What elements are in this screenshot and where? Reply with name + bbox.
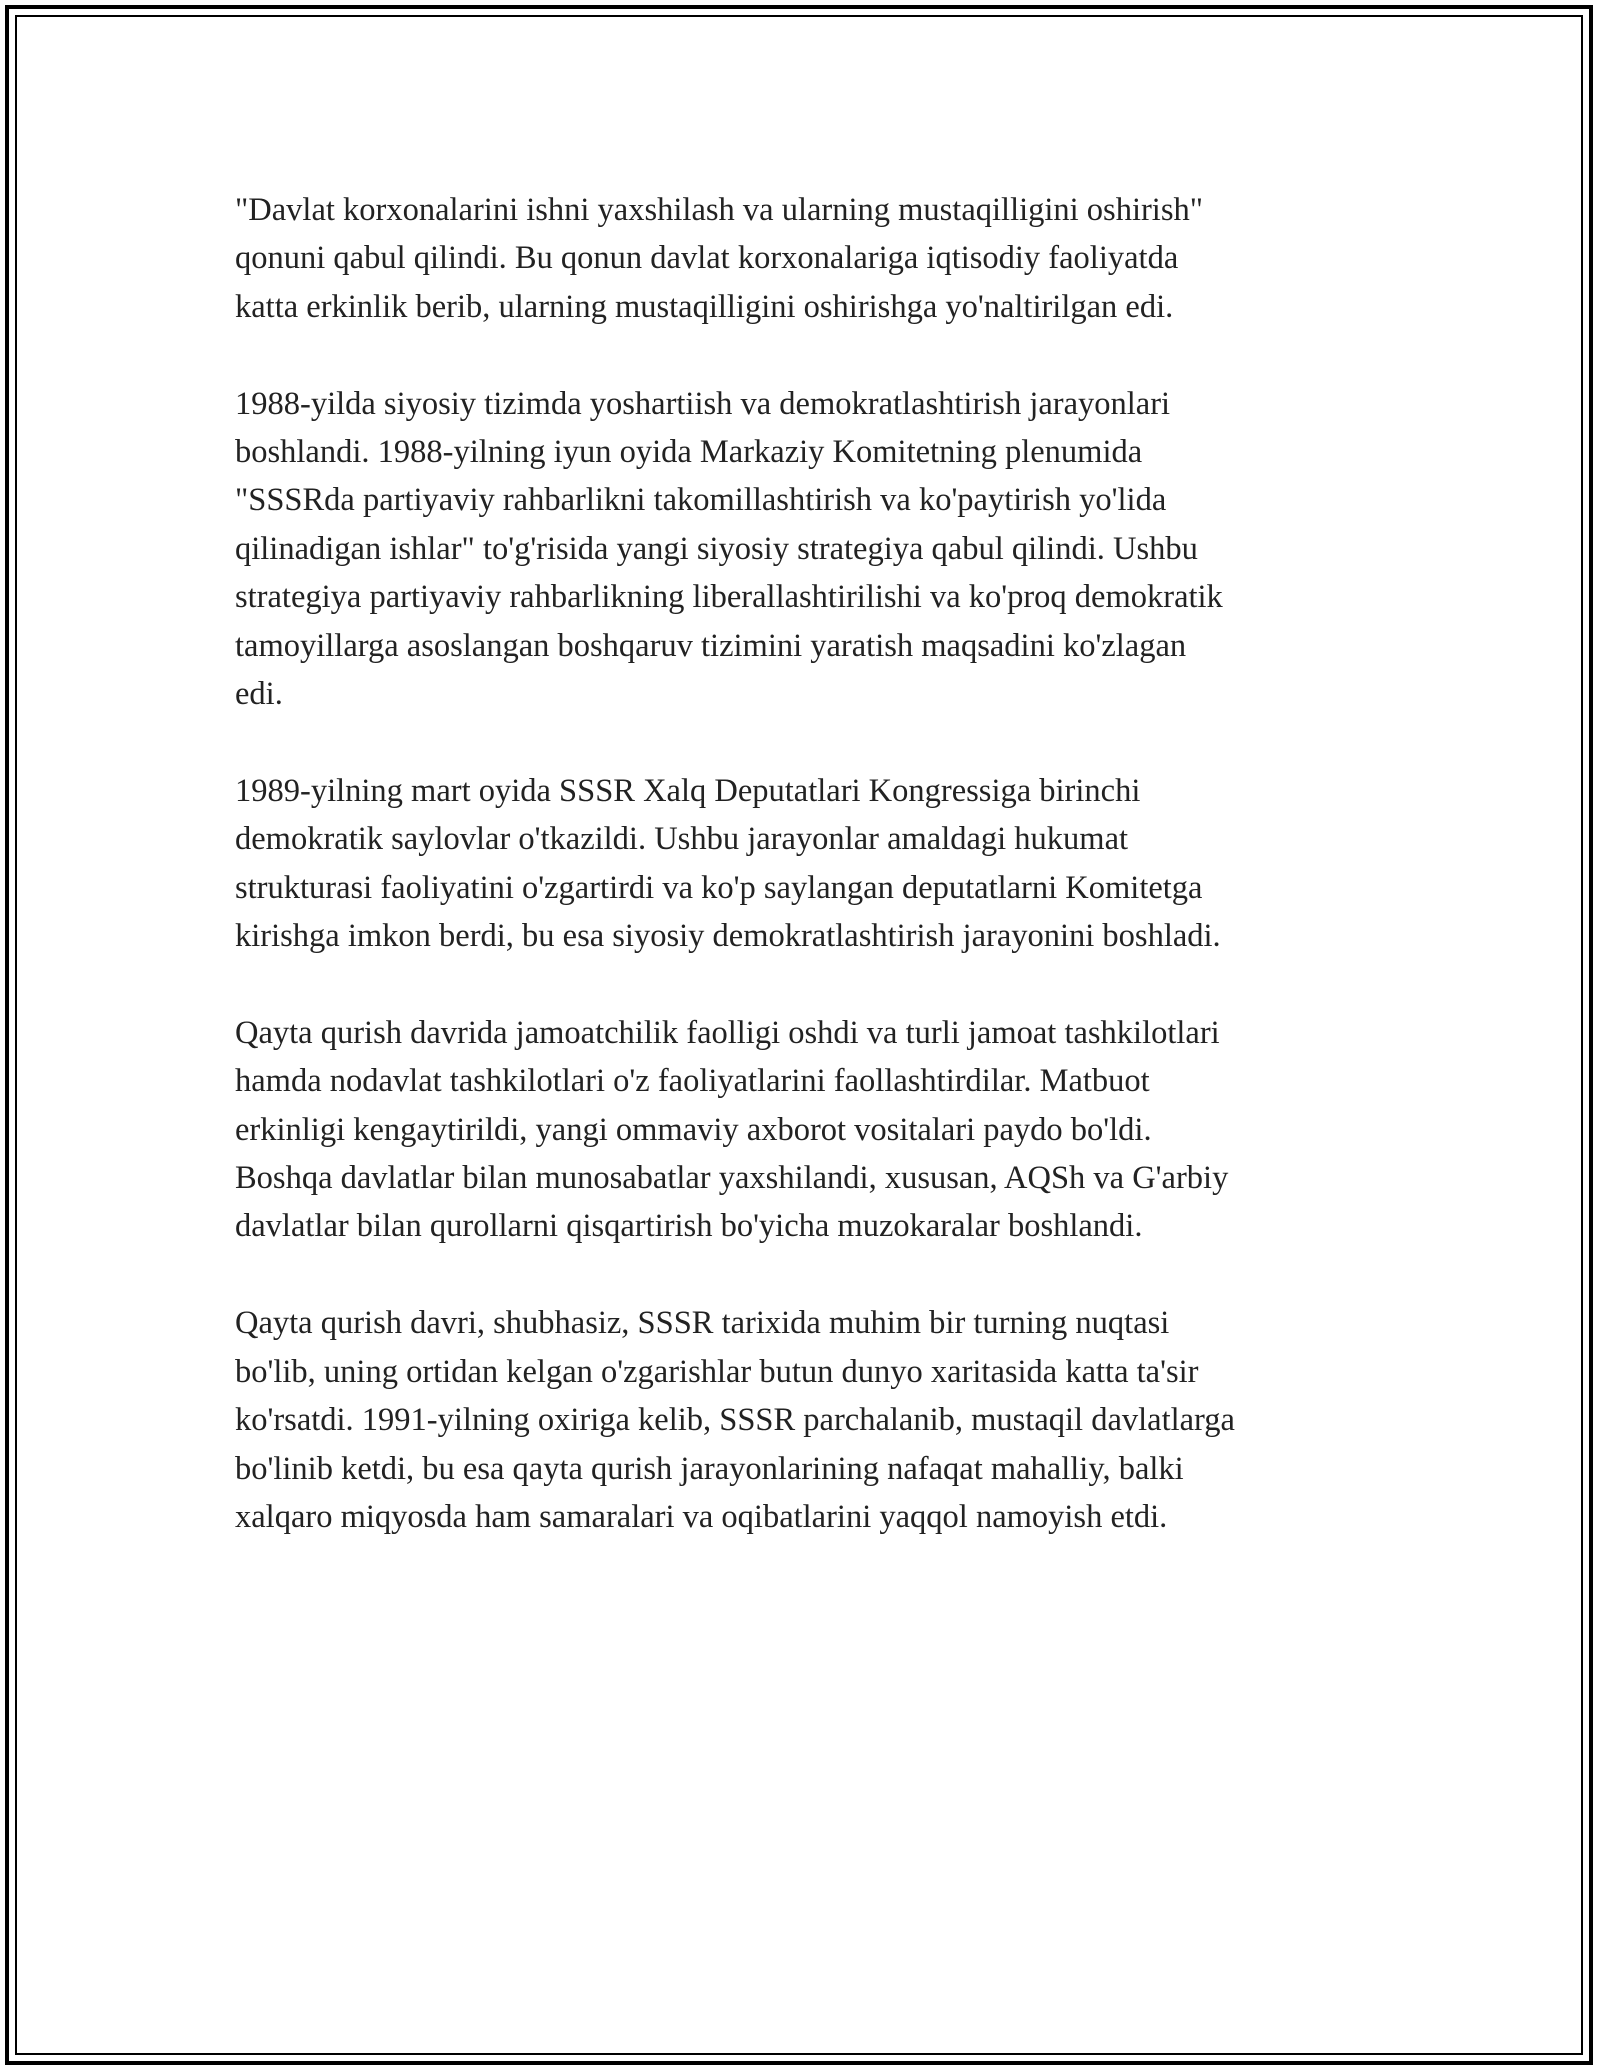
text-line: demokratik saylovlar o'tkazildi. Ushbu jarayonlar amaldagi hukumat <box>235 821 1129 858</box>
text-line: Qayta qurish davrida jamoatchilik faolligi oshdi va turli jamoat tashkilotlari <box>235 1014 1220 1051</box>
document-body <box>235 186 1375 1590</box>
text-line: bo'lib, uning ortidan kelgan o'zgarishlar butun dunyo xaritasida katta ta'sir <box>235 1353 1199 1390</box>
text-line: kirishga imkon berdi, bu esa siyosiy demokratlashtirish jarayonini boshladi. <box>235 918 1221 955</box>
text-line: bo'linib ketdi, bu esa qayta qurish jarayonlarining nafaqat mahalliy, balki <box>235 1450 1184 1487</box>
text-line: katta erkinlik berib, ularning mustaqilligini oshirishga yo'naltirilgan edi. <box>235 288 1174 325</box>
text-line: Qayta qurish davri, shubhasiz, SSSR tarixida muhim bir turning nuqtasi <box>235 1305 1170 1342</box>
text-line: 1988-yilda siyosiy tizimda yoshartiish va demokratlashtirish jarayonlari <box>235 385 1171 422</box>
text-line: 1989-yilning mart oyida SSSR Xalq Deputatlari Kongressiga birinchi <box>235 772 1141 809</box>
text-line: xalqaro miqyosda ham samaralari va oqibatlarini yaqqol namoyish etdi. <box>235 1498 1168 1535</box>
text-line: strukturasi faoliyatini o'zgartirdi va ko'p saylangan deputatlarni Komitetga <box>235 869 1203 906</box>
text-line: ko'rsatdi. 1991-yilning oxiriga kelib, SSSR parchalanib, mustaqil davlatlarga <box>235 1402 1235 1439</box>
text-line: Boshqa davlatlar bilan munosabatlar yaxshilandi, xususan, AQSh va G'arbiy <box>235 1160 1229 1197</box>
text-line: qilinadigan ishlar" to'g'risida yangi siyosiy strategiya qabul qilindi. Ushbu <box>235 530 1198 567</box>
text-line: hamda nodavlat tashkilotlari o'z faoliyatlarini faollashtirdilar. Matbuot <box>235 1063 1150 1100</box>
text-line: strategiya partiyaviy rahbarlikning liberallashtirilishi va ko'proq demokratik <box>235 579 1223 616</box>
text-line: "Davlat korxonalarini ishni yaxshilash va ularning mustaqilligini oshirish" <box>235 192 1204 228</box>
paragraph-5 <box>235 1299 1375 1541</box>
paragraph-4 <box>235 1009 1375 1251</box>
text-line: edi. <box>235 676 283 713</box>
text-line: erkinligi kengaytirildi, yangi ommaviy axborot vositalari paydo bo'ldi. <box>235 1111 1152 1148</box>
paragraph-3 <box>235 767 1375 961</box>
text-line: qonuni qabul qilindi. Bu qonun davlat korxonalariga iqtisodiy faoliyatda <box>235 240 1179 277</box>
text-line: "SSSRda partiyaviy rahbarlikni takomillashtirish va ko'paytirish yo'lida <box>235 482 1167 519</box>
paragraph-2 <box>235 380 1375 719</box>
text-line: tamoyillarga asoslangan boshqaruv tizimini yaratish maqsadini ko'zlagan <box>235 627 1187 664</box>
text-line: davlatlar bilan qurollarni qisqartirish bo'yicha muzokaralar boshlandi. <box>235 1208 1143 1245</box>
paragraph-1 <box>235 186 1375 331</box>
text-line: boshlandi. 1988-yilning iyun oyida Markaziy Komitetning plenumida <box>235 434 1143 471</box>
